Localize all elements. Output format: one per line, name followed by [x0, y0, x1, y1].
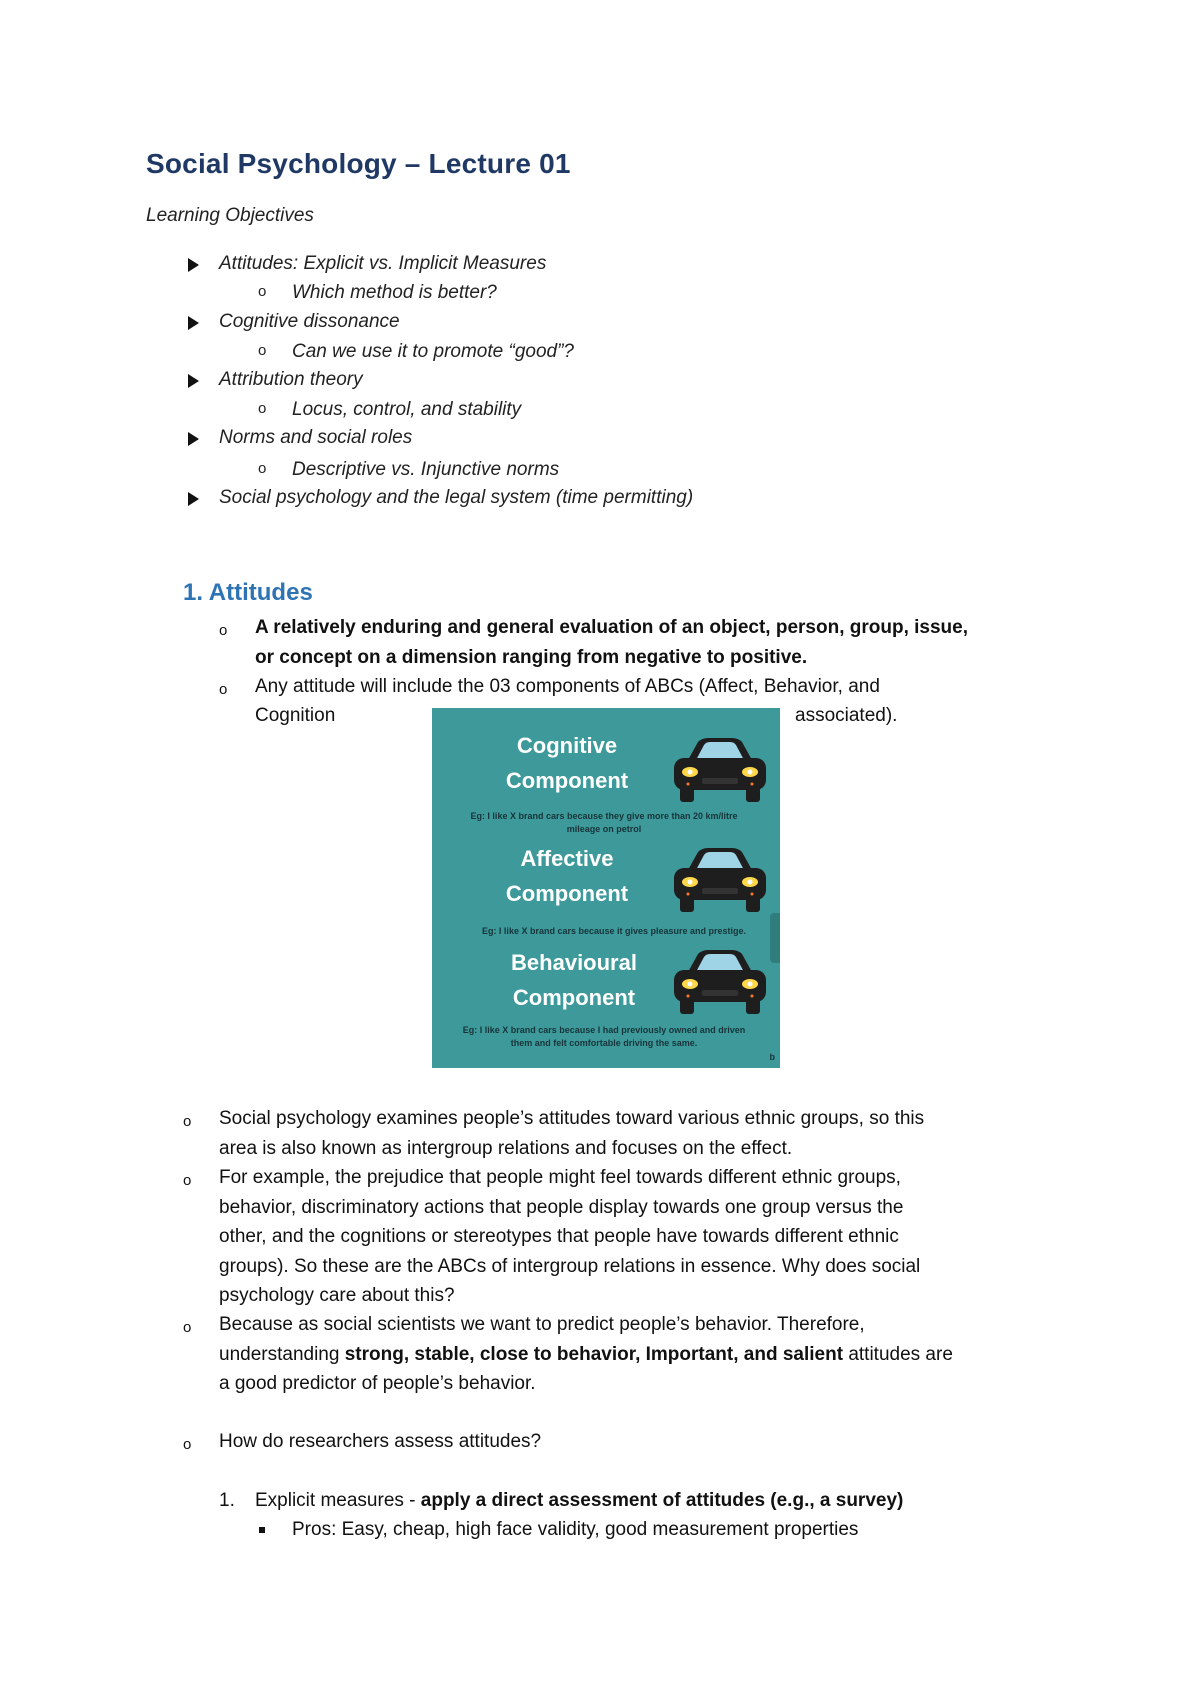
paragraph-line: a good predictor of people’s behavior.: [219, 1373, 536, 1394]
definition-line: or concept on a dimension ranging from negative to positive.: [255, 646, 808, 668]
explicit-measures-item: [255, 1486, 903, 1516]
text-run: understanding: [219, 1343, 345, 1365]
definition-line: A relatively enduring and general evaluation of an object, person, group, issue,: [255, 617, 969, 638]
paragraph-line: area is also known as intergroup relations and focuses on the effect.: [219, 1137, 793, 1159]
paragraph-predict: [219, 1310, 953, 1399]
affective-example: Eg: I like X brand cars because it gives pleasure and prestige.: [481, 926, 747, 936]
paragraph-line: behavior, discriminatory actions that people display towards one group versus the: [219, 1196, 904, 1218]
bullet-o-icon: o: [183, 1172, 192, 1189]
objective-item: Norms and social roles: [219, 427, 413, 448]
title-line: Cognitive: [516, 733, 618, 758]
bullet-o-icon: o: [219, 622, 228, 639]
abc-line-2-left: Cognition: [255, 705, 336, 726]
arrow-bullet-icon: [188, 432, 199, 446]
page-subtitle: Learning Objectives: [146, 205, 314, 226]
objective-subitem-bullet: o: [258, 342, 267, 359]
list-number: 1.: [219, 1490, 235, 1511]
behavioural-example: [454, 1024, 754, 1050]
pros-item: Pros: Easy, cheap, high face validity, good measurement properties: [292, 1519, 859, 1540]
objective-subitem-bullet: o: [258, 400, 267, 417]
title-line: Component: [505, 881, 629, 906]
bullet-o-icon: o: [183, 1113, 192, 1130]
bold-text-run: apply a direct assessment of attitudes (e.g., a survey): [420, 1490, 904, 1511]
abc-line-2-right: associated).: [795, 705, 898, 726]
car-icon: [668, 736, 772, 806]
objective-subitem: Locus, control, and stability: [292, 399, 522, 420]
objective-subitem: Which method is better?: [292, 282, 497, 303]
title-line: Behavioural: [511, 950, 637, 975]
objective-subitem-bullet: o: [258, 283, 267, 300]
abc-components-infographic: [432, 708, 780, 1068]
example-line: Eg: I like X brand cars because I had previously owned and driven: [462, 1025, 746, 1035]
cognitive-example: [454, 810, 754, 836]
bullet-o-icon: o: [183, 1436, 192, 1453]
objective-item: Social psychology and the legal system (time permitting): [219, 487, 694, 508]
title-line: Affective: [520, 846, 614, 871]
title-line: Component: [512, 985, 636, 1010]
car-icon: [668, 846, 772, 916]
objective-item: Cognitive dissonance: [219, 311, 400, 332]
definition-text: [255, 613, 968, 672]
bold-text-run: strong, stable, close to behavior, Important, and salient: [344, 1343, 844, 1365]
paragraph-line: [219, 1340, 953, 1370]
bullet-o-icon: o: [219, 681, 228, 698]
example-line: mileage on petrol: [566, 824, 642, 834]
paragraph-line: Because as social scientists we want to predict people’s behavior. Therefore,: [219, 1314, 865, 1335]
side-tab: [770, 913, 780, 963]
cognitive-title: [472, 728, 662, 798]
paragraph-question: How do researchers assess attitudes?: [219, 1431, 542, 1452]
abc-line-1: Any attitude will include the 03 components of ABCs (Affect, Behavior, and: [255, 676, 880, 697]
arrow-bullet-icon: [188, 492, 199, 506]
objective-subitem: Can we use it to promote “good”?: [292, 341, 574, 362]
example-line: them and felt comfortable driving the same.: [510, 1038, 698, 1048]
example-line: Eg: I like X brand cars because they give more than 20 km/litre: [470, 811, 738, 821]
paragraph-line: For example, the prejudice that people might feel towards different ethnic groups,: [219, 1167, 901, 1188]
paragraph-line: groups). So these are the ABCs of intergroup relations in essence. Why does social: [219, 1255, 921, 1277]
square-bullet-icon: [259, 1527, 265, 1533]
objective-item: Attribution theory: [219, 369, 363, 390]
paragraph-line: Social psychology examines people’s attitudes toward various ethnic groups, so this: [219, 1108, 925, 1129]
car-icon: [668, 948, 772, 1018]
corner-mark: b: [769, 1052, 775, 1062]
paragraph-example: [219, 1163, 920, 1311]
arrow-bullet-icon: [188, 258, 199, 272]
text-run: attitudes are: [843, 1343, 953, 1365]
objective-item: Attitudes: Explicit vs. Implicit Measures: [219, 253, 547, 274]
objective-subitem: Descriptive vs. Injunctive norms: [292, 459, 560, 480]
paragraph-intergroup: [219, 1104, 924, 1163]
page-title: Social Psychology – Lecture 01: [146, 148, 571, 179]
affective-title: [472, 841, 662, 911]
section-heading-attitudes: 1. Attitudes: [183, 579, 313, 606]
text-run: Explicit measures -: [255, 1490, 421, 1511]
paragraph-line: other, and the cognitions or stereotypes that people have towards different ethnic: [219, 1226, 899, 1247]
behavioural-title: [479, 945, 669, 1015]
arrow-bullet-icon: [188, 374, 199, 388]
arrow-bullet-icon: [188, 316, 199, 330]
paragraph-line: psychology care about this?: [219, 1285, 455, 1306]
objective-subitem-bullet: o: [258, 460, 267, 477]
bullet-o-icon: o: [183, 1319, 192, 1336]
title-line: Component: [505, 768, 629, 793]
